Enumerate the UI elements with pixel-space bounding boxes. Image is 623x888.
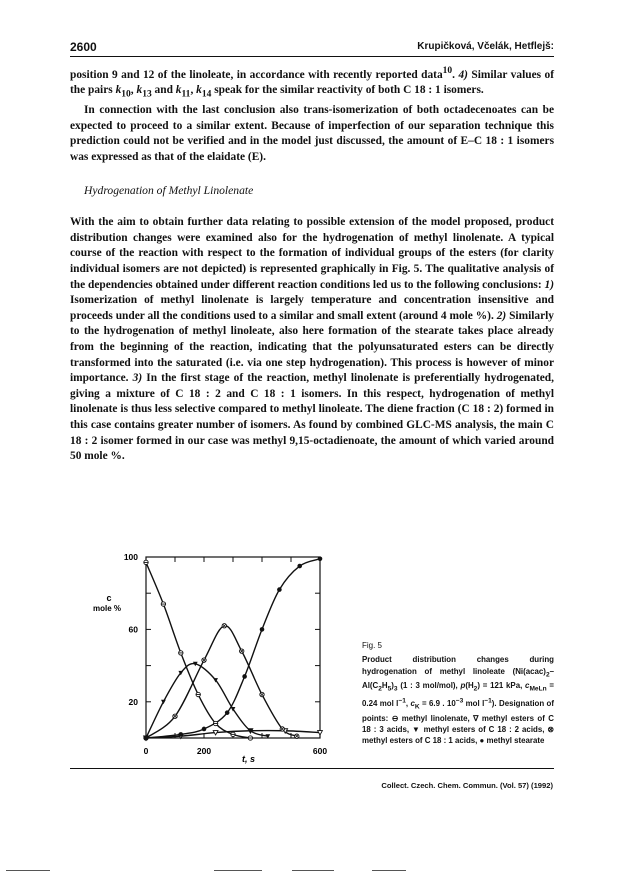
journal-footer: Collect. Czech. Chem. Commun. (Vol. 57) (1992) [381, 781, 553, 790]
data-point [196, 692, 200, 696]
data-point [213, 731, 218, 735]
scan-edge-line [372, 870, 406, 871]
data-point [277, 587, 282, 592]
data-point [179, 651, 183, 655]
data-point [144, 560, 148, 564]
page-number: 2600 [70, 40, 97, 54]
data-point [318, 731, 323, 735]
data-point [297, 564, 302, 569]
figure-5 [90, 548, 360, 768]
data-point [179, 732, 184, 737]
data-point [260, 627, 265, 632]
data-point [248, 736, 252, 740]
data-point [318, 557, 323, 562]
paragraph-3: With the aim to obtain further data relating to possible extension of the model proposed, product distribution changes were examined also for the hydrogenation of methyl linolenate. A typical course of the reaction with respect to the formation of individual groups of the esters (for clarity individual isomers are not depicted) is represented graphically in Fig. 5. The qualitative analysis of the dependencies obtained under different reaction conditions led us to the following conclusions: 1) Isomerization of methyl linolenate is largely temperature and concentration insensitive and proceeds under all the conditions used to a similar and small extent (around 4 mole %). 2) Similarly to the hydrogenation of methyl linoleate, also here formation of the stearate takes place already from the beginning of the reaction, indicating that the polyunsaturated esters can be directly transformed into the saturated (i.e. via one step hydrogenation). This process is however of minor importance. 3) In the first stage of the reaction, methyl linolenate is preferentially hydrogenated, giving a mixture of C 18 : 2 and C 18 : 1 isomers. In this respect, hydrogenation of methyl linolenate is thus less selective compared to methyl linoleate. The diene fraction (C 18 : 2) formed in this case contains greater number of isomers. As found by combined GLC-MS analysis, the main C 18 : 2 isomer formed in our case was methyl 9,15-octadienoate, the amount of which varied around 50 mole %. [70, 216, 555, 463]
footer-rule [70, 768, 554, 769]
data-point [260, 692, 264, 696]
section-title: Hydrogenation of Methyl Linolenate [84, 183, 254, 197]
scan-edge-line [6, 870, 50, 871]
y-tick-label: 20 [128, 696, 138, 707]
data-point [161, 602, 165, 606]
data-point [202, 727, 207, 732]
paragraph-1: position 9 and 12 of the linoleate, in accordance with recently reported data$^{10}$. 4) Similar values of the pairs $k_{10}$, $k_{13}$ and $k_{11}$, $k_{14}$ speak for the similar reactivity of both C 18 : 1 isomers. [70, 66, 554, 100]
y-axis-label-c: c [106, 593, 112, 603]
data-point [144, 736, 149, 741]
scan-edge-line [214, 870, 262, 871]
header-rule [70, 56, 554, 57]
x-axis-label: t, s [242, 754, 256, 764]
x-tick-label: 0 [143, 746, 149, 756]
body-text [70, 64, 554, 465]
page-header [70, 40, 554, 56]
data-point [280, 727, 284, 731]
data-point [202, 658, 206, 662]
data-point [222, 624, 226, 628]
data-point [242, 674, 247, 679]
figure-caption-title: Fig. 5 [362, 641, 383, 650]
data-point [240, 649, 244, 653]
x-tick-label: 600 [312, 746, 328, 756]
y-tick-label: 60 [128, 624, 138, 635]
series-line-3 [146, 626, 297, 738]
figure-caption [362, 640, 554, 747]
data-point [295, 734, 299, 738]
data-point [225, 710, 230, 715]
scan-edge-line [292, 870, 334, 871]
y-axis-label-unit: mole % [92, 604, 122, 613]
data-point [231, 732, 235, 736]
y-tick-label: 100 [123, 552, 138, 562]
figure-caption-text: Product distribution changes during hydrogenation of methyl linoleate ($Ni(acac)_2-Al(C_2H_5)_3$ (1 : 3 mol/mol), $p(H_2) = 121$ kPa, $c_{MeLn} = 0.24$ mol $l^{-1}$, $c_K = 6.9$ . $10^{-3}$ mol $l^{-1}$). Designation of points: ⊖ methyl linolenate, ∇ methyl esters of C 18 : 3 acids, ▼ methyl esters of C 18 : 2 acids, ⊗ methyl esters of C 18 : 1 acids, ● methyl stearate [362, 655, 554, 746]
data-point [213, 721, 217, 725]
x-tick-label: 200 [196, 746, 212, 756]
paragraph-2: In connection with the last conclusion also trans-isomerization of both octadecenoates can be expected to proceed to a similar extent. Because of imperfection of our separation technique this prediction could not be verified and in the model just discussed, the amount of E–C 18 : 1 isomers was expressed as that of the elaidate (E). [70, 104, 554, 164]
product-distribution-chart [90, 548, 360, 768]
data-point [173, 714, 177, 718]
running-authors: Krupičková, Včelák, Hetflejš: [417, 41, 554, 52]
